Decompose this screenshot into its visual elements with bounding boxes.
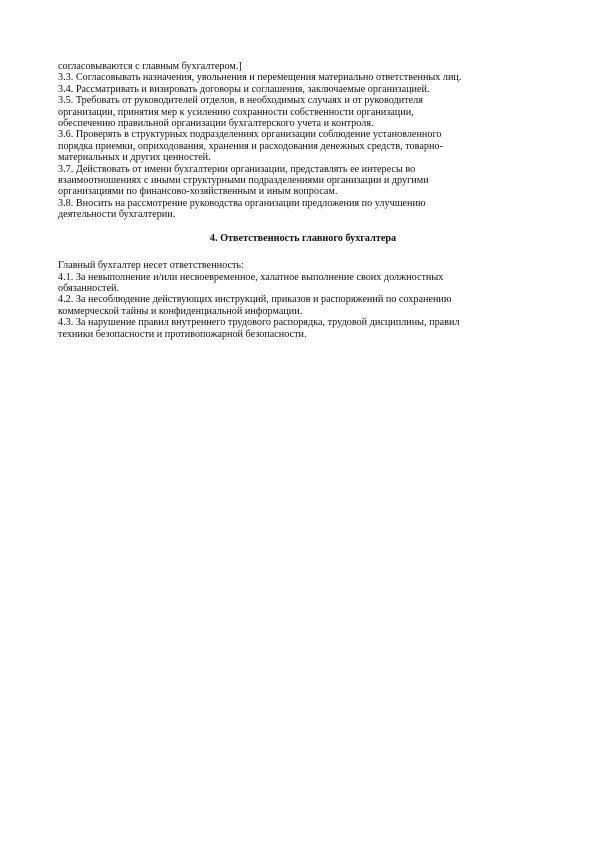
paragraph-3-4: 3.4. Рассматривать и визировать договоры и соглашения, заключаемые организацией. <box>58 83 430 95</box>
section-heading: 4. Ответственность главного бухгалтера <box>209 232 397 244</box>
paragraph-continuation: согласовываются с главным бухгалтером.] <box>58 61 242 72</box>
paragraph-3-3: 3.3. Согласовывать назначения, увольнения и перемещения материально ответственных лиц. <box>58 72 462 84</box>
paragraph-4-1: 4.1. За невыполнение и/или несвоевременное, халатное выполнение своих должностных обязанностей. <box>58 271 444 294</box>
document-body <box>58 61 548 340</box>
paragraph-4-3: 4.3. За нарушение правил внутреннего трудового распорядка, трудовой дисциплины, правил техники безопасности и противопожарной безопасности. <box>58 317 460 340</box>
paragraph-3-6: 3.6. Проверять в структурных подразделениях организации соблюдение установленного порядка приемки, оприходования, хранения и расходования денежных средств, товарно- материальных и других ценностей. <box>58 129 443 164</box>
paragraph-3-5: 3.5. Требовать от руководителей отделов, в необходимых случаях и от руководителя организации, принятия мер к усилению сохранности собственности организации, обеспечению правильной организации бухгалтерского учета и контроля. <box>58 95 423 130</box>
paragraph-3-8: 3.8. Вносить на рассмотрение руководства организации предложения по улучшению деятельности бухгалтерии. <box>58 197 426 221</box>
paragraph-4-2: 4.2. За несоблюдение действующих инструкций, приказов и распоряжений по сохранению коммерческой тайны и конфиденциальной информации. <box>58 294 452 317</box>
paragraph-3-7: 3.7. Действовать от имени бухгалтерии организации, представлять ее интересы во взаимоотношениях с иными структурными подразделениями организации и другими организациями по финансово-хозяйственным и иным вопросам. <box>58 163 429 198</box>
paragraph-responsibility-intro: Главный бухгалтер несет ответственность: <box>58 260 244 272</box>
